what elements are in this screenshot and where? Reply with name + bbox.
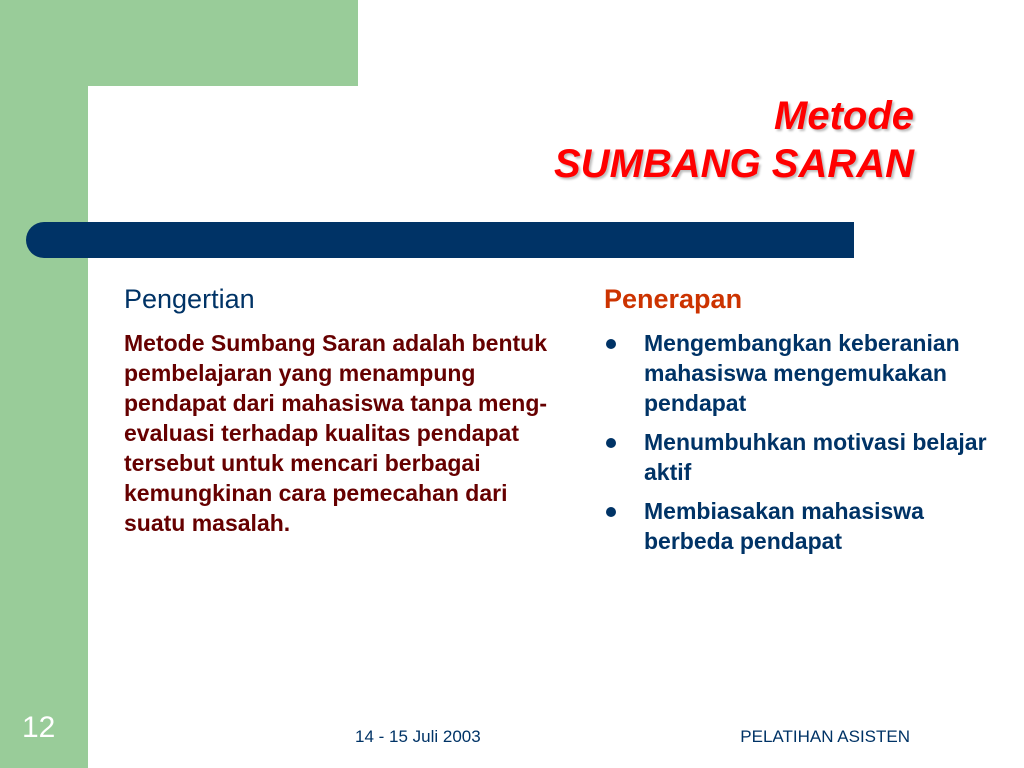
background-green-top bbox=[0, 0, 358, 86]
slide-title-line1: Metode bbox=[774, 94, 914, 138]
slide-title-line2: SUMBANG SARAN bbox=[554, 142, 914, 186]
right-heading: Penerapan bbox=[604, 284, 743, 314]
left-heading: Pengertian bbox=[124, 284, 255, 314]
bullet-text: Membiasakan mahasiswa berbeda pendapat bbox=[644, 498, 924, 554]
left-body-text: Metode Sumbang Saran adalah bentuk pembelajaran yang menampung pendapat dari mahasiswa tanpa meng-evaluasi terhadap kualitas pendapat tersebut untuk mencari berbagai kemungkinan cara pemecahan dari suatu masalah. bbox=[124, 330, 548, 536]
slide-number: 12 bbox=[22, 711, 56, 744]
list-item bbox=[604, 328, 1004, 418]
bullet-icon bbox=[606, 339, 616, 349]
bullet-list bbox=[604, 328, 1004, 556]
left-column bbox=[124, 282, 564, 538]
right-column bbox=[604, 282, 1004, 565]
bullet-icon bbox=[606, 507, 616, 517]
bullet-icon bbox=[606, 438, 616, 448]
bullet-text: Menumbuhkan motivasi belajar aktif bbox=[644, 429, 987, 485]
list-item bbox=[604, 496, 1004, 556]
bullet-text: Mengembangkan keberanian mahasiswa mengemukakan pendapat bbox=[644, 330, 960, 416]
slide-title bbox=[554, 92, 914, 188]
background-green-left bbox=[0, 0, 88, 768]
footer-organization: PELATIHAN ASISTEN bbox=[740, 727, 910, 746]
title-divider-bar bbox=[26, 222, 854, 258]
list-item bbox=[604, 427, 1004, 487]
footer-date: 14 - 15 Juli 2003 bbox=[355, 727, 481, 746]
